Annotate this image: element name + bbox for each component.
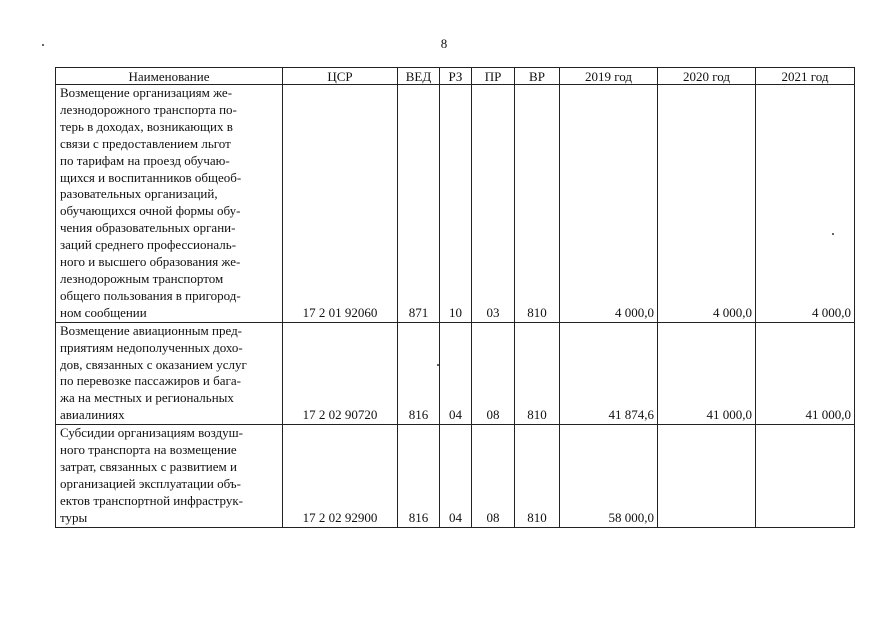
row-vr: 810 <box>515 85 560 323</box>
row-pr: 03 <box>472 85 515 323</box>
header-vr: ВР <box>515 68 560 85</box>
row-pr: 08 <box>472 322 515 424</box>
header-rz: РЗ <box>440 68 472 85</box>
row-rz: 04 <box>440 322 472 424</box>
page-number: 8 <box>440 36 448 51</box>
row-name: Возмещение организациям же- лезнодорожного транспорта по- терь в доходах, возникающих в связи с предоставлением льгот по тарифам на проезд обучаю- щихся и воспитанников общеоб- разовательных организаций, обучающихся очной формы обу- чения образовательных органи- заций среднего профессиональ- ного и высшего образования же- лезнодорожным транспортом общего пользования в пригород- ном сообщении <box>56 85 283 323</box>
row-csr: 17 2 02 92900 <box>283 425 398 527</box>
header-2019: 2019 год <box>560 68 658 85</box>
header-ved: ВЕД <box>398 68 440 85</box>
row-pr: 08 <box>472 425 515 527</box>
row-name: Возмещение авиационным пред- приятиям недополученных дохо- дов, связанных с оказанием услуг по перевозке пассажиров и бага- жа на местных и региональных авиалиниях <box>56 322 283 424</box>
header-pr: ПР <box>472 68 515 85</box>
row-rz: 10 <box>440 85 472 323</box>
row-ved: 816 <box>398 322 440 424</box>
scan-speck <box>42 44 44 46</box>
header-2021: 2021 год <box>756 68 855 85</box>
row-rz: 04 <box>440 425 472 527</box>
header-csr: ЦСР <box>283 68 398 85</box>
table-body <box>56 85 855 528</box>
header-row <box>56 68 855 85</box>
table-row <box>56 322 855 424</box>
row-2019: 4 000,0 <box>560 85 658 323</box>
row-name: Субсидии организациям воздуш- ного транспорта на возмещение затрат, связанных с развитием и организацией эксплуатации объ- ектов транспортной инфраструк- туры <box>56 425 283 527</box>
row-vr: 810 <box>515 425 560 527</box>
table-header <box>56 68 855 85</box>
row-2019: 58 000,0 <box>560 425 658 527</box>
row-2019: 41 874,6 <box>560 322 658 424</box>
row-2021: 4 000,0 <box>756 85 855 323</box>
row-csr: 17 2 01 92060 <box>283 85 398 323</box>
row-vr: 810 <box>515 322 560 424</box>
budget-table <box>55 67 855 528</box>
row-2020 <box>658 425 756 527</box>
row-2021: 41 000,0 <box>756 322 855 424</box>
header-2020: 2020 год <box>658 68 756 85</box>
row-2020: 4 000,0 <box>658 85 756 323</box>
row-ved: 871 <box>398 85 440 323</box>
header-name: Наименование <box>56 68 283 85</box>
scan-speck <box>832 233 834 235</box>
row-2020: 41 000,0 <box>658 322 756 424</box>
table-row <box>56 85 855 323</box>
row-csr: 17 2 02 90720 <box>283 322 398 424</box>
row-2021 <box>756 425 855 527</box>
scan-speck <box>437 364 439 366</box>
table-row <box>56 425 855 527</box>
row-ved: 816 <box>398 425 440 527</box>
